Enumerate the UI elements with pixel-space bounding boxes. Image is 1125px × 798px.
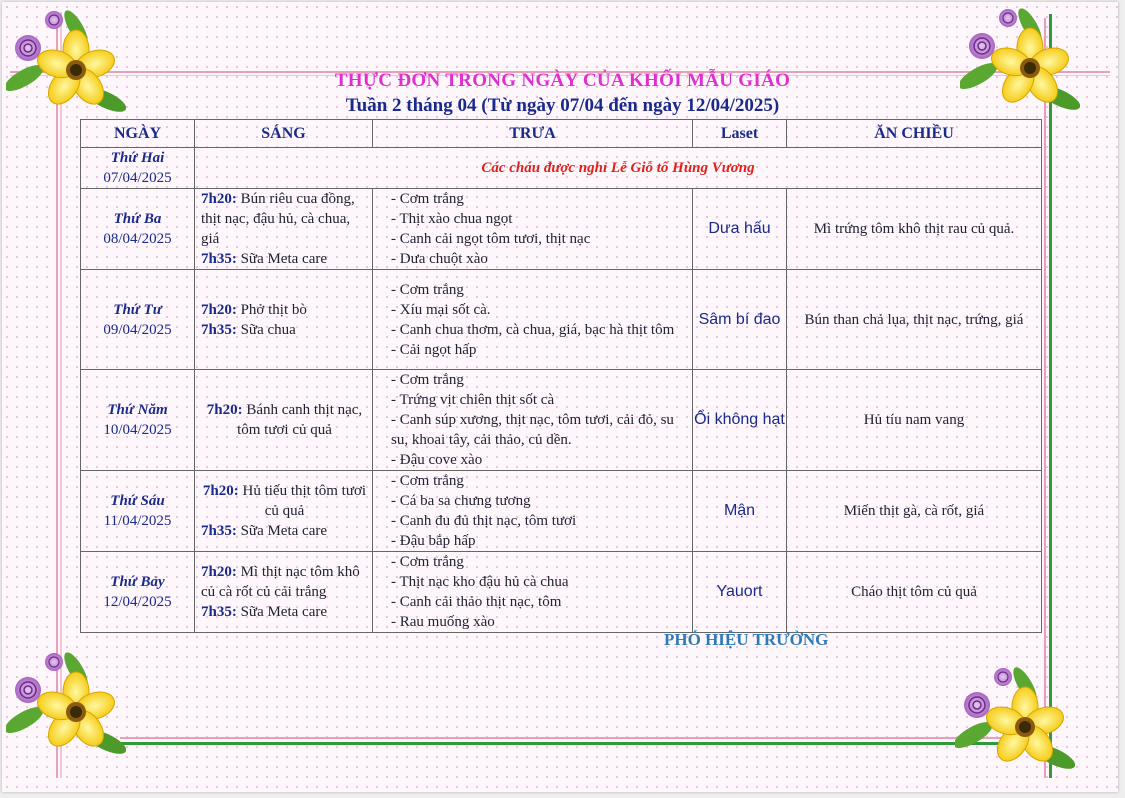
frame-line bbox=[1044, 18, 1046, 778]
meal-text: Sữa chua bbox=[236, 321, 296, 338]
day-date: 10/04/2025 bbox=[103, 422, 172, 438]
day-date: 09/04/2025 bbox=[103, 321, 172, 338]
lunch-item: - Trứng vịt chiên thịt sốt cà bbox=[391, 392, 555, 408]
meal-time: 7h35: bbox=[201, 321, 237, 338]
day-cell bbox=[81, 189, 195, 270]
day-name: Thứ Hai bbox=[110, 150, 165, 166]
lunch-item: - Đậu bắp hấp bbox=[391, 533, 476, 549]
lunch-cell bbox=[373, 189, 693, 270]
day-cell bbox=[81, 471, 195, 552]
lunch-cell bbox=[373, 270, 693, 370]
meal-time: 7h20: bbox=[206, 402, 243, 418]
day-date: 12/04/2025 bbox=[103, 594, 172, 610]
day-date: 07/04/2025 bbox=[103, 170, 172, 186]
lunch-item: - Cơm trắng bbox=[391, 281, 464, 298]
frame-line bbox=[120, 742, 1040, 745]
morning-cell bbox=[195, 552, 373, 633]
laset-cell: Mận bbox=[693, 471, 787, 552]
laset-cell: Dưa hấu bbox=[693, 189, 787, 270]
laset-cell: Yauort bbox=[693, 552, 787, 633]
table-row bbox=[81, 189, 1042, 270]
lunch-item: - Cơm trắng bbox=[391, 554, 464, 570]
meal-time: 7h35: bbox=[201, 523, 237, 539]
meal-text: Hủ tiếu thịt tôm tươi củ quả bbox=[238, 483, 367, 519]
afternoon-cell: Bún than chả lụa, thịt nạc, trứng, giá bbox=[787, 270, 1042, 370]
day-cell bbox=[81, 552, 195, 633]
day-cell bbox=[81, 148, 195, 189]
lunch-item: - Cơm trắng bbox=[391, 473, 464, 489]
page-subtitle: Tuần 2 tháng 04 (Từ ngày 07/04 đến ngày 12/04/2025) bbox=[345, 95, 780, 116]
table-row bbox=[81, 471, 1042, 552]
lunch-item: - Canh súp xương, thịt nạc, tôm tươi, cải đỏ, su su, khoai tây, cải thảo, củ dền. bbox=[391, 412, 674, 448]
header-afternoon: ĂN CHIỀU bbox=[787, 120, 1042, 148]
lunch-item: - Canh chua thơm, cà chua, giá, bạc hà thịt tôm bbox=[391, 321, 675, 338]
day-name: Thứ Sáu bbox=[110, 493, 165, 509]
table-header-row bbox=[81, 120, 1042, 148]
lunch-item: - Đậu cove xào bbox=[391, 452, 483, 468]
day-cell bbox=[81, 270, 195, 370]
day-name: Thứ Ba bbox=[113, 211, 162, 227]
menu-table bbox=[80, 119, 1042, 633]
meal-text: Sữa Meta care bbox=[236, 251, 328, 267]
lunch-item: - Canh cải ngọt tôm tươi, thịt nạc bbox=[391, 231, 591, 247]
day-name: Thứ Năm bbox=[107, 402, 168, 418]
lunch-cell bbox=[373, 370, 693, 471]
header-laset: Laset bbox=[693, 120, 787, 148]
holiday-note: Các cháu được nghỉ Lễ Giỗ tổ Hùng Vương bbox=[195, 148, 1042, 189]
morning-cell bbox=[195, 189, 373, 270]
meal-time: 7h35: bbox=[201, 251, 237, 267]
meal-text: Sữa Meta care bbox=[236, 523, 328, 539]
day-date: 11/04/2025 bbox=[103, 513, 172, 529]
frame-line bbox=[120, 737, 1040, 739]
page-title: THỰC ĐƠN TRONG NGÀY CỦA KHỐI MẪU GIÁO bbox=[334, 70, 791, 91]
lunch-item: - Canh đu đủ thịt nạc, tôm tươi bbox=[391, 513, 577, 529]
morning-cell bbox=[195, 270, 373, 370]
laset-cell: Sâm bí đao bbox=[693, 270, 787, 370]
meal-time: 7h20: bbox=[201, 301, 237, 318]
lunch-item: - Thịt nạc kho đậu hủ cà chua bbox=[391, 574, 569, 590]
lunch-item: - Cơm trắng bbox=[391, 372, 464, 388]
lunch-item: - Cá ba sa chưng tương bbox=[391, 493, 531, 509]
meal-time: 7h20: bbox=[201, 564, 237, 580]
lunch-item: - Rau muống xào bbox=[391, 614, 495, 630]
lunch-cell bbox=[373, 471, 693, 552]
day-name: Thứ Bảy bbox=[110, 574, 165, 590]
meal-text: Sữa Meta care bbox=[236, 604, 328, 620]
meal-time: 7h35: bbox=[201, 604, 237, 620]
morning-cell bbox=[195, 370, 373, 471]
afternoon-cell: Cháo thịt tôm củ quả bbox=[787, 552, 1042, 633]
meal-time: 7h20: bbox=[201, 191, 237, 207]
flower-icon bbox=[955, 665, 1075, 780]
laset-cell: Ổi không hạt bbox=[693, 370, 787, 471]
morning-cell bbox=[195, 471, 373, 552]
day-name: Thứ Tư bbox=[113, 301, 162, 318]
table-row bbox=[81, 270, 1042, 370]
frame-line bbox=[1049, 14, 1052, 778]
header-day: NGÀY bbox=[81, 120, 195, 148]
afternoon-cell: Hủ tíu nam vang bbox=[787, 370, 1042, 471]
table-row bbox=[81, 370, 1042, 471]
lunch-cell bbox=[373, 552, 693, 633]
lunch-item: - Xíu mại sốt cà. bbox=[391, 301, 491, 318]
lunch-item: - Cải ngọt hấp bbox=[391, 341, 477, 358]
header-lunch: TRƯA bbox=[373, 120, 693, 148]
lunch-item: - Canh cải thảo thịt nạc, tôm bbox=[391, 594, 562, 610]
day-cell bbox=[81, 370, 195, 471]
meal-time: 7h20: bbox=[202, 483, 239, 499]
meal-text: Mì thịt nạc tôm khô củ cà rốt củ cải trắng bbox=[201, 564, 360, 600]
meal-text: Phở thịt bò bbox=[236, 301, 307, 318]
meal-text: Bún riêu cua đồng, thịt nạc, đậu hủ, cà chua, giá bbox=[201, 191, 355, 247]
table-row bbox=[81, 148, 1042, 189]
day-date: 08/04/2025 bbox=[103, 231, 172, 247]
lunch-item: - Thịt xào chua ngọt bbox=[391, 211, 513, 227]
afternoon-cell: Miến thịt gà, cà rốt, giá bbox=[787, 471, 1042, 552]
table-row bbox=[81, 552, 1042, 633]
meal-text: Bánh canh thịt nạc, tôm tươi củ quả bbox=[237, 402, 363, 438]
lunch-item: - Dưa chuột xào bbox=[391, 251, 488, 267]
lunch-item: - Cơm trắng bbox=[391, 191, 464, 207]
flower-icon bbox=[6, 650, 126, 765]
afternoon-cell: Mì trứng tôm khô thịt rau củ quả. bbox=[787, 189, 1042, 270]
signature-title: PHÓ HIỆU TRƯỞNG bbox=[664, 630, 829, 649]
header-morning: SÁNG bbox=[195, 120, 373, 148]
